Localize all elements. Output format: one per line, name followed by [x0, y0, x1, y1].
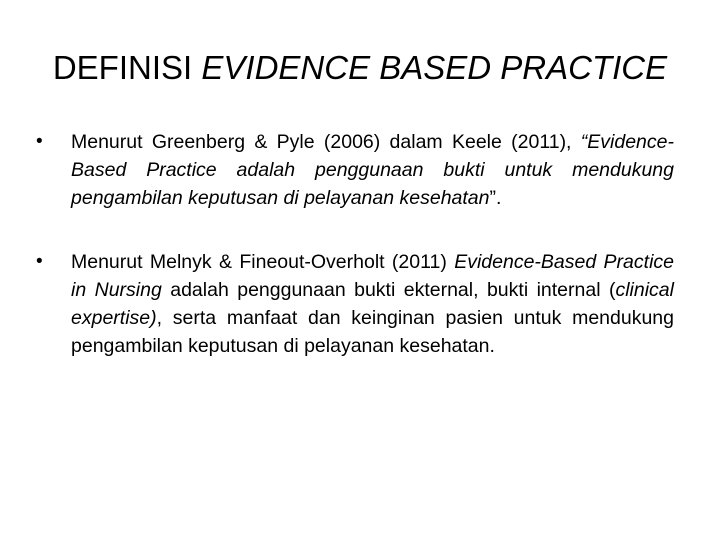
title-plain: DEFINISI	[52, 49, 202, 86]
bullet-item-melnyk	[36, 248, 674, 360]
bullet-text-end: ”.	[489, 187, 502, 209]
bullet-list	[36, 128, 674, 360]
title-italic: EVIDENCE BASED PRACTICE	[201, 49, 668, 86]
bullet-quote-italic: “Evidence-Based Practice adalah penggunaan bukti untuk mendukung pengambilan keputusan di pelayanan kesehatan	[71, 131, 674, 209]
bullet-term-italic: clinical expertise)	[71, 279, 674, 329]
bullet-item-greenberg-pyle	[36, 128, 674, 212]
slide-title	[20, 46, 700, 90]
bullet-dot-icon: •	[36, 131, 43, 152]
bullet-text: Menurut Melnyk & Fineout-Overholt (2011)	[71, 251, 455, 273]
bullet-text: adalah penggunaan bukti ekternal, bukti internal (	[161, 279, 616, 301]
bullet-text-end: , serta manfaat dan keinginan pasien untuk mendukung pengambilan keputusan di pelayanan kesehatan.	[71, 307, 674, 357]
bullet-term-italic: Evidence-Based Practice in Nursing	[71, 251, 674, 301]
bullet-dot-icon: •	[36, 251, 43, 272]
bullet-text: Menurut Greenberg & Pyle (2006) dalam Keele (2011),	[71, 131, 581, 153]
